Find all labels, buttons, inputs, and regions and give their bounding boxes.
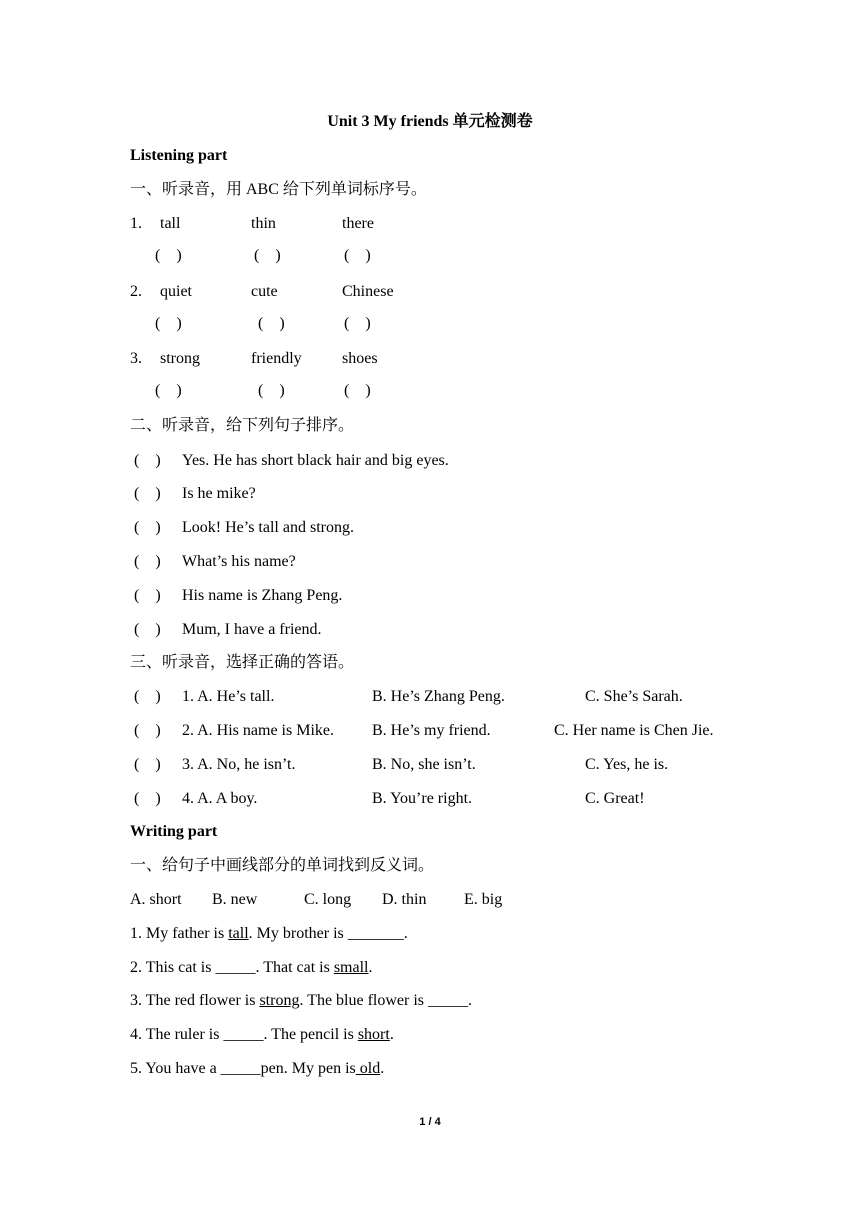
word: tall	[160, 215, 181, 232]
answer-paren[interactable]: ( )	[344, 247, 371, 264]
listening-heading: Listening part	[130, 147, 228, 164]
question	[130, 991, 472, 1011]
option-c: C. Yes, he is.	[585, 756, 669, 773]
sentence: His name is Zhang Peng.	[182, 587, 343, 604]
question-text: . The blue flower is _____.	[299, 992, 473, 1009]
page-title: Unit 3 My friends 单元检测卷	[327, 113, 533, 130]
section-2-title: 二、听录音，给下列句子排序。	[130, 417, 355, 434]
word: quiet	[160, 283, 192, 300]
option: C. long	[304, 891, 352, 908]
option: E. big	[464, 891, 503, 908]
answer-paren[interactable]: ( )	[134, 587, 161, 604]
question-text: .	[380, 1060, 385, 1077]
answer-paren[interactable]: ( )	[134, 688, 161, 705]
answer-paren[interactable]: ( )	[155, 315, 182, 332]
answer-paren[interactable]: ( )	[258, 315, 285, 332]
answer-paren[interactable]: ( )	[134, 621, 161, 638]
option-a: 4. A. A boy.	[182, 790, 258, 807]
sentence: Mum, I have a friend.	[182, 621, 322, 638]
question-text: 3. The red flower is	[130, 992, 260, 1009]
answer-paren[interactable]: ( )	[258, 382, 285, 399]
row-number: 1.	[130, 215, 142, 232]
answer-paren[interactable]: ( )	[155, 247, 182, 264]
option-c: C. Her name is Chen Jie.	[554, 722, 714, 739]
answer-paren[interactable]: ( )	[134, 790, 161, 807]
answer-paren[interactable]: ( )	[254, 247, 281, 264]
underlined-word: tall	[228, 925, 249, 942]
answer-paren[interactable]: ( )	[344, 382, 371, 399]
answer-paren[interactable]: ( )	[344, 315, 371, 332]
answer-paren[interactable]: ( )	[134, 553, 161, 570]
option: B. new	[212, 891, 258, 908]
writing-section-1-title: 一、给句子中画线部分的单词找到反义词。	[130, 857, 435, 874]
question	[130, 924, 408, 944]
underlined-word: short	[357, 1026, 390, 1043]
sentence: Is he mike?	[182, 485, 256, 502]
question	[130, 1025, 394, 1045]
sentence: Yes. He has short black hair and big eyes.	[182, 452, 449, 469]
sentence: What’s his name?	[182, 553, 296, 570]
question	[130, 958, 373, 978]
answer-paren[interactable]: ( )	[134, 756, 161, 773]
question-text: 1. My father is	[130, 925, 229, 942]
option-c: C. She’s Sarah.	[585, 688, 683, 705]
answer-paren[interactable]: ( )	[134, 519, 161, 536]
answer-paren[interactable]: ( )	[155, 382, 182, 399]
answer-paren[interactable]: ( )	[134, 722, 161, 739]
option-b: B. No, she isn’t.	[372, 756, 476, 773]
word: strong	[160, 350, 200, 367]
section-3-title: 三、听录音，选择正确的答语。	[130, 654, 355, 671]
underlined-word: strong	[259, 992, 300, 1009]
question-text: 2. This cat is _____. That cat is	[130, 959, 334, 976]
section-1-title: 一、听录音，用 ABC 给下列单词标序号。	[130, 181, 427, 198]
option-c: C. Great!	[585, 790, 645, 807]
answer-paren[interactable]: ( )	[134, 485, 161, 502]
question	[130, 1059, 384, 1079]
option-a: 1. A. He’s tall.	[182, 688, 275, 705]
writing-heading: Writing part	[130, 823, 218, 840]
word: shoes	[342, 350, 378, 367]
word: Chinese	[342, 283, 394, 300]
option-a: 2. A. His name is Mike.	[182, 722, 334, 739]
question-text: 5. You have a _____pen. My pen is	[130, 1060, 356, 1077]
option-a: 3. A. No, he isn’t.	[182, 756, 296, 773]
question-text: .	[389, 1026, 394, 1043]
word: friendly	[251, 350, 302, 367]
option: A. short	[130, 891, 182, 908]
word: there	[342, 215, 374, 232]
row-number: 3.	[130, 350, 142, 367]
question-text: .	[368, 959, 373, 976]
question-text: 4. The ruler is _____. The pencil is	[130, 1026, 358, 1043]
sentence: Look! He’s tall and strong.	[182, 519, 354, 536]
underlined-word: small	[333, 959, 369, 976]
underlined-word: old	[355, 1060, 381, 1077]
option-b: B. He’s my friend.	[372, 722, 491, 739]
word: thin	[251, 215, 276, 232]
option-b: B. You’re right.	[372, 790, 473, 807]
page-number: 1 / 4	[419, 1116, 441, 1128]
option-b: B. He’s Zhang Peng.	[372, 688, 505, 705]
row-number: 2.	[130, 283, 142, 300]
word: cute	[251, 283, 278, 300]
option: D. thin	[382, 891, 427, 908]
answer-paren[interactable]: ( )	[134, 452, 161, 469]
question-text: . My brother is _______.	[248, 925, 408, 942]
